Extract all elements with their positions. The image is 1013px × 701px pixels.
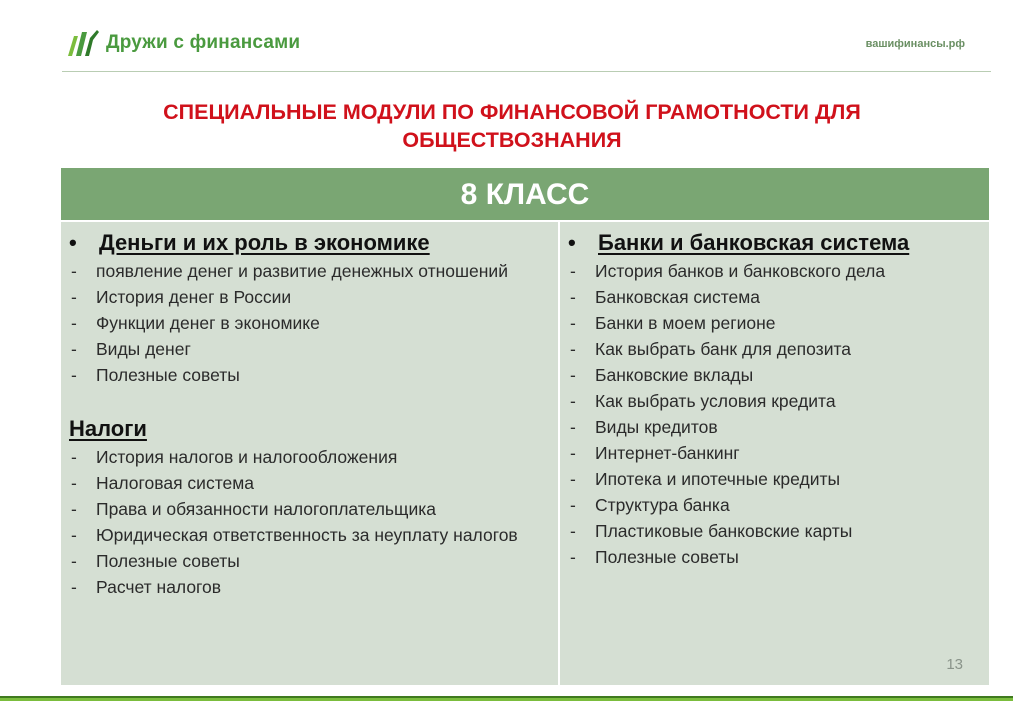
list-item: - Права и обязанности налогоплательщика <box>69 496 549 522</box>
modules-table <box>61 168 989 685</box>
list-item: - Налоговая система <box>69 470 549 496</box>
brand <box>66 28 300 58</box>
list-item: - Банковские вклады <box>568 362 978 388</box>
list-item: - Полезные советы <box>69 362 549 388</box>
left-column <box>69 228 549 600</box>
list-item: - История денег в России <box>69 284 549 310</box>
section-money-heading <box>69 228 549 258</box>
list-item: - Банки в моем регионе <box>568 310 978 336</box>
list-item: - Как выбрать банк для депозита <box>568 336 978 362</box>
list-item: - появление денег и развитие денежных отношений <box>69 258 549 284</box>
list-item: - Как выбрать условия кредита <box>568 388 978 414</box>
grade-header: 8 КЛАСС <box>61 168 989 220</box>
list-item: - Структура банка <box>568 492 978 518</box>
list-item: - Виды кредитов <box>568 414 978 440</box>
brand-logo-icon <box>66 28 100 58</box>
section-banks-title: Банки и банковская система <box>598 230 910 255</box>
list-item: - Полезные советы <box>69 548 549 574</box>
section-banks-heading <box>568 228 978 258</box>
title-line-1: СПЕЦИАЛЬНЫЕ МОДУЛИ ПО ФИНАНСОВОЙ ГРАМОТНОСТИ ДЛЯ <box>163 100 861 124</box>
list-item: - Пластиковые банковские карты <box>568 518 978 544</box>
brand-name: Дружи с финансами <box>106 32 301 53</box>
banks-list <box>568 258 978 570</box>
header-row-divider <box>61 220 989 222</box>
column-divider <box>558 220 560 685</box>
list-item: - Юридическая ответственность за неуплату налогов <box>69 522 549 548</box>
header-divider <box>62 71 991 72</box>
bullet-icon: • <box>69 230 77 255</box>
list-item: - История налогов и налогообложения <box>69 444 549 470</box>
site-url: вашифинансы.рф <box>865 38 965 50</box>
list-item: - Полезные советы <box>568 544 978 570</box>
page-number: 13 <box>946 656 963 673</box>
list-item: - Виды денег <box>69 336 549 362</box>
section-taxes-title: Налоги <box>69 416 147 441</box>
list-item: - История банков и банковского дела <box>568 258 978 284</box>
taxes-list <box>69 444 549 600</box>
list-item: - Расчет налогов <box>69 574 549 600</box>
spacer <box>69 388 549 414</box>
right-column <box>568 228 978 570</box>
title-line-2: ОБЩЕСТВОЗНАНИЯ <box>402 128 622 152</box>
money-list <box>69 258 549 388</box>
page-title <box>62 98 962 154</box>
list-item: - Интернет-банкинг <box>568 440 978 466</box>
list-item: - Функции денег в экономике <box>69 310 549 336</box>
bullet-icon: • <box>568 230 576 255</box>
list-item: - Ипотека и ипотечные кредиты <box>568 466 978 492</box>
section-money-title: Деньги и их роль в экономике <box>99 230 430 255</box>
list-item: - Банковская система <box>568 284 978 310</box>
